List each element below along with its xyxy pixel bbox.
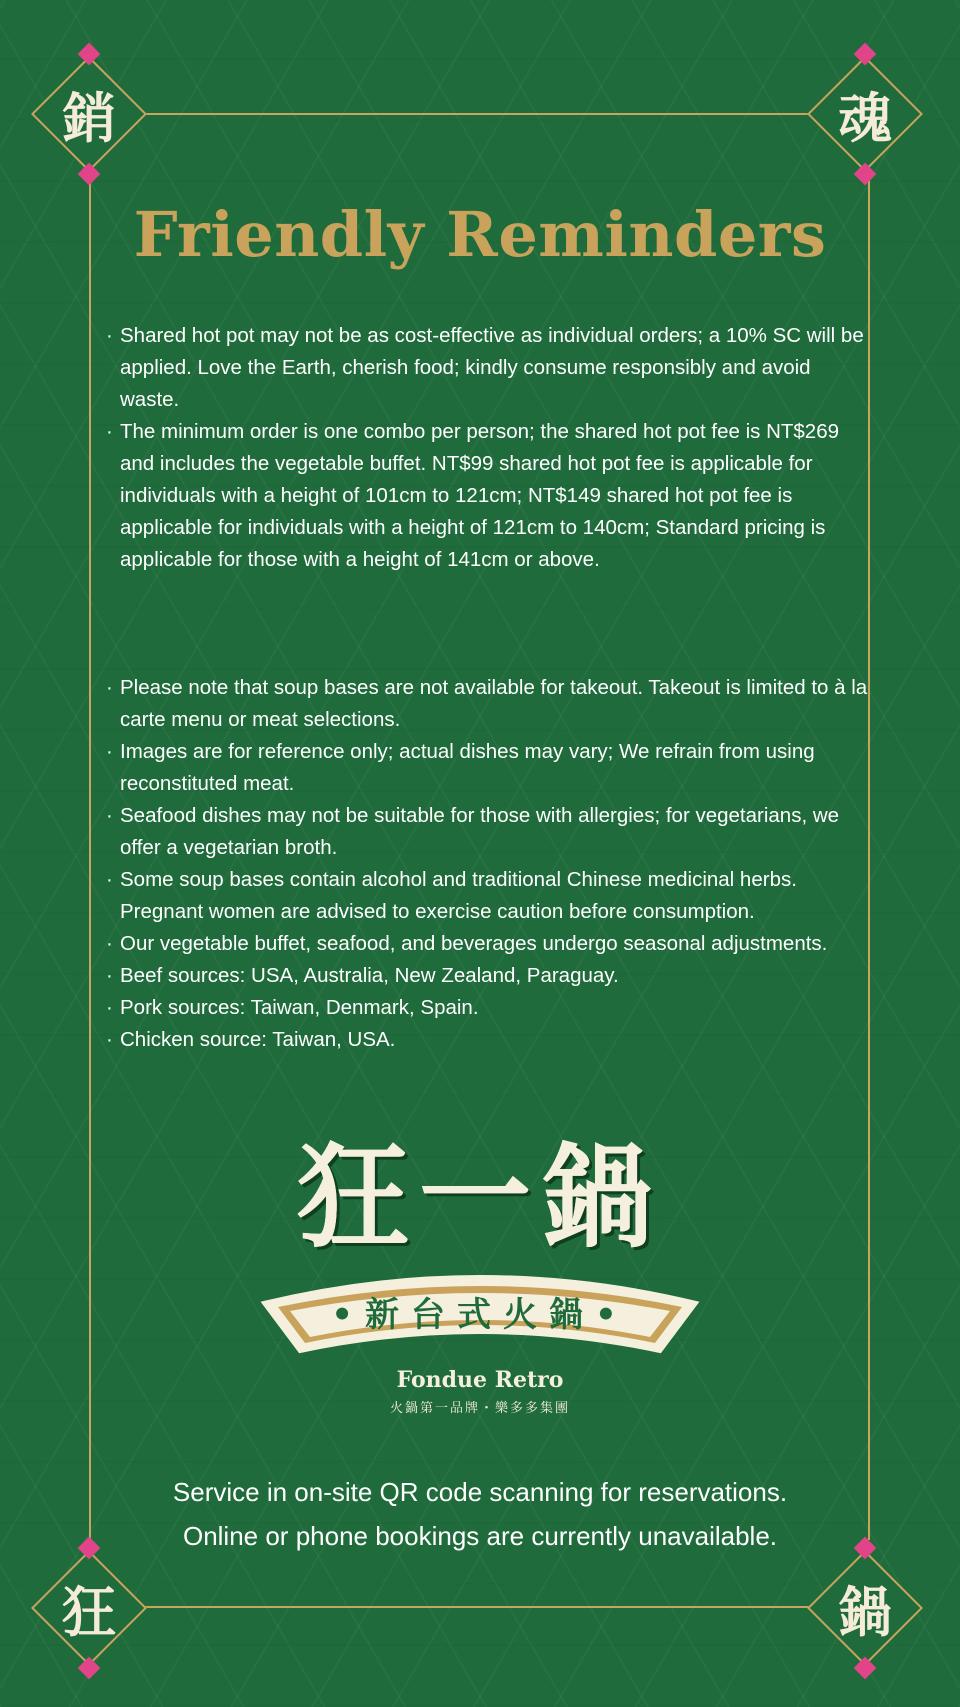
note-item: · Some soup bases contain alcohol and traditional Chinese medicinal herbs. Pregnant women are advised to exercise caution before consumption.: [108, 864, 868, 928]
frame-top-line: [130, 113, 830, 115]
note-item: · The minimum order is one combo per person; the shared hot pot fee is NT$269 and includes the vegetable buffet. NT$99 shared hot pot fee is applicable for individuals with a height of 101cm to 121cm; NT$149 shared hot pot fee is applicable for individuals with a height of 121cm to 140cm; Standard pricing is applicable for those with a height of 141cm or above.: [108, 416, 868, 576]
corner-top-right: [800, 49, 930, 179]
notes-list-pricing: [108, 320, 868, 576]
brand-logo: [250, 1132, 710, 1420]
service-notice: [0, 1470, 960, 1558]
service-line-1: Service in on-site QR code scanning for reservations.: [172, 1477, 788, 1507]
page-title: Friendly Reminders: [133, 198, 827, 271]
frame-right-line: [868, 180, 870, 1540]
logo-english-name: Fondue Retro: [396, 1367, 564, 1393]
corner-glyph-bottom-right: 鍋: [838, 1579, 892, 1644]
frame-bottom-line: [130, 1606, 830, 1608]
note-item: · Pork sources: Taiwan, Denmark, Spain.: [108, 992, 868, 1024]
corner-bottom-left: [24, 1543, 154, 1673]
corner-glyph-top-right: 魂: [838, 85, 892, 150]
note-item: · Seafood dishes may not be suitable for those with allergies; for vegetarians, we offer a vegetarian broth.: [108, 800, 868, 864]
logo-main-text: 狂一鍋: [297, 1132, 663, 1263]
corner-bottom-right: [800, 1543, 930, 1673]
service-line-2: Online or phone bookings are currently unavailable.: [182, 1521, 778, 1551]
corner-glyph-bottom-left: 狂: [62, 1579, 116, 1644]
corner-top-left: [24, 49, 154, 179]
note-item: · Chicken source: Taiwan, USA.: [108, 1024, 868, 1056]
note-item: · Please note that soup bases are not available for takeout. Takeout is limited to à la carte menu or meat selections.: [108, 672, 868, 736]
notes-list-general: [108, 672, 868, 1056]
corner-glyph-top-left: 銷: [62, 85, 116, 150]
note-item: · Our vegetable buffet, seafood, and beverages undergo seasonal adjustments.: [108, 928, 868, 960]
logo-tagline: 火鍋第一品牌・樂多多集團: [389, 1401, 570, 1416]
note-item: · Shared hot pot may not be as cost-effective as individual orders; a 10% SC will be applied. Love the Earth, cherish food; kindly consume responsibly and avoid waste.: [108, 320, 868, 416]
frame-left-line: [89, 180, 91, 1540]
note-item: · Images are for reference only; actual dishes may vary; We refrain from using reconstituted meat.: [108, 736, 868, 800]
logo-banner-text: •新台式火鍋•: [331, 1295, 629, 1335]
note-item: · Beef sources: USA, Australia, New Zealand, Paraguay.: [108, 960, 868, 992]
